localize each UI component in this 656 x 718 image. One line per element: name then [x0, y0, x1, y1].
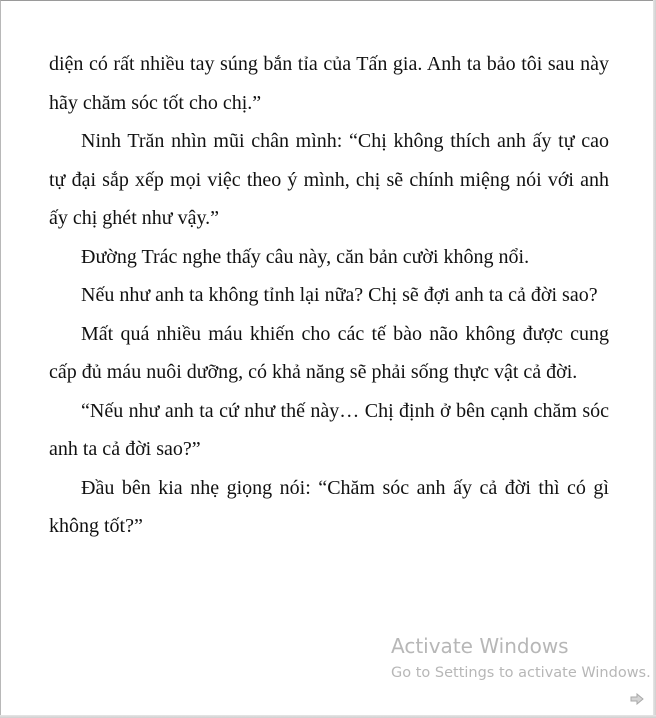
document-body: [49, 45, 609, 546]
activate-windows-watermark: [391, 633, 651, 683]
arrow-right-icon[interactable]: [630, 692, 644, 704]
watermark-subtitle: Go to Settings to activate Windows.: [391, 665, 651, 681]
paragraph-4: Nếu như anh ta không tỉnh lại nữa? Chị sẽ đợi anh ta cả đời sao?: [81, 284, 598, 306]
watermark-title: Activate Windows: [391, 634, 569, 658]
paragraph-3: Đường Trác nghe thấy câu này, căn bản cười không nổi.: [81, 245, 530, 268]
paragraph-7: Đầu bên kia nhẹ giọng nói: “Chăm sóc anh ấy cả đời thì có gì không tốt?”: [49, 476, 609, 537]
paragraph-6: “Nếu như anh ta cứ như thế này… Chị định ở bên cạnh chăm sóc anh ta cả đời sao?”: [49, 399, 609, 460]
paragraph-1: diện có rất nhiều tay súng bắn tỉa của Tấn gia. Anh ta bảo tôi sau này hãy chăm sóc tốt cho chị.”: [49, 53, 609, 114]
paragraph-2: Ninh Trăn nhìn mũi chân mình: “Chị không thích anh ấy tự cao tự đại sắp xếp mọi việc theo ý mình, chị sẽ chính miệng nói với anh ấy chị ghét như vậy.”: [49, 130, 609, 229]
paragraph-5: Mất quá nhiều máu khiến cho các tế bào não không được cung cấp đủ máu nuôi dưỡng, có khả năng sẽ phải sống thực vật cả đời.: [49, 322, 609, 383]
